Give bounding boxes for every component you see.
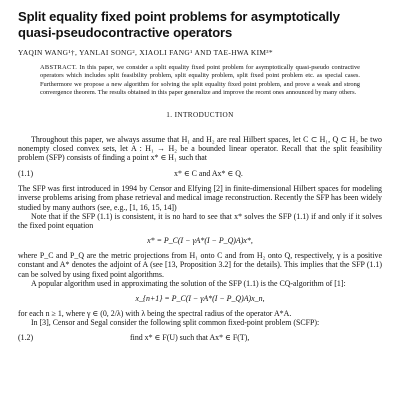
intro-paragraph-3: Note that if the SFP (1.1) is consistent, it is no hard to see that x* solves the SFP (1.1) if and only if it solves the fixed point equation: [18, 212, 382, 231]
equation-number: (1.1): [18, 168, 34, 178]
paper-title: [18, 9, 382, 40]
intro-paragraph-6: for each n ≥ 1, where γ ∈ (0, 2/λ) with λ being the spectral radius of the operator A*A.: [18, 308, 292, 318]
abstract: [40, 64, 360, 98]
abstract-label: ABSTRACT.: [40, 64, 78, 71]
intro-paragraph-7: In [3], Censor and Segal consider the following split common fixed-point problem (SCFP):: [31, 317, 320, 327]
section-heading: 1. INTRODUCTION: [166, 110, 234, 119]
equation-body: x* ∈ C and Ax* ∈ Q.: [174, 168, 243, 178]
intro-paragraph-2: The SFP was first introduced in 1994 by Censor and Elfying [2] in finite-dimensional Hilbert spaces for modeling inverse problems arising from phase retrieval and medical image reconstruction. Recently the SFP has been widely studied by many authors (see, e.g., [1, 16, 15, 14]): [18, 183, 382, 212]
equation-number: (1.2): [18, 333, 34, 343]
fixed-point-equation: x* = P_C(I − γA*(I − P_Q)A)x*,: [147, 235, 253, 245]
abstract-text: In this paper, we consider a split equality fixed point problem for asymptotically quasi-pseudo contractive operators which includes split feasibility problem, split equality problem, split fixed point problem etc. as special cases. Furthermore we propose a new algorithm for solving the split equality fixed point problem, and prove a weak and strong convergence theorem. The results obtained in this paper generalize and improve the recent ones announced by many others.: [40, 64, 360, 97]
author-list: YAQIN WANG¹†, YANLAI SONG², XIAOLI FANG¹ AND TAE-HWA KIM³*: [18, 48, 273, 57]
equation-1-2: [18, 331, 382, 345]
intro-paragraph-4: where P_C and P_Q are the metric projections from H₁ onto C and from H₂ onto Q, respectively, γ is a positive constant and A* denotes the adjoint of A (see [13, Proposition 3.2] for the details). This implies that the SFP (1.1) can be solved by using fixed point algorithms.: [18, 250, 382, 279]
equation-1-1: [18, 167, 382, 181]
intro-paragraph-1: Throughout this paper, we always assume that H₁ and H₂ are real Hilbert spaces, let C ⊂ H₁, Q ⊂ H₂ be two nonempty closed convex sets, let A : H₁ → H₂ be a bounded linear operator. Recall that the split feasibility problem (SFP) consists of finding a point x* ∈ H₁ such that: [18, 134, 382, 163]
title-line-1: Split equality fixed point problems for asymptotically: [18, 9, 340, 24]
title-line-2: quasi-pseudocontractive operators: [18, 24, 233, 40]
equation-body: find x* ∈ F(U) such that Ax* ∈ F(T),: [130, 333, 250, 343]
cq-algorithm-equation: x_{n+1} = P_C(I − γA*(I − P_Q)A)x_n,: [135, 293, 265, 303]
intro-paragraph-5: A popular algorithm used in approximating the solution of the SFP (1.1) is the CQ-algorithm of [1]:: [31, 279, 346, 289]
paper-page: [0, 9, 400, 409]
